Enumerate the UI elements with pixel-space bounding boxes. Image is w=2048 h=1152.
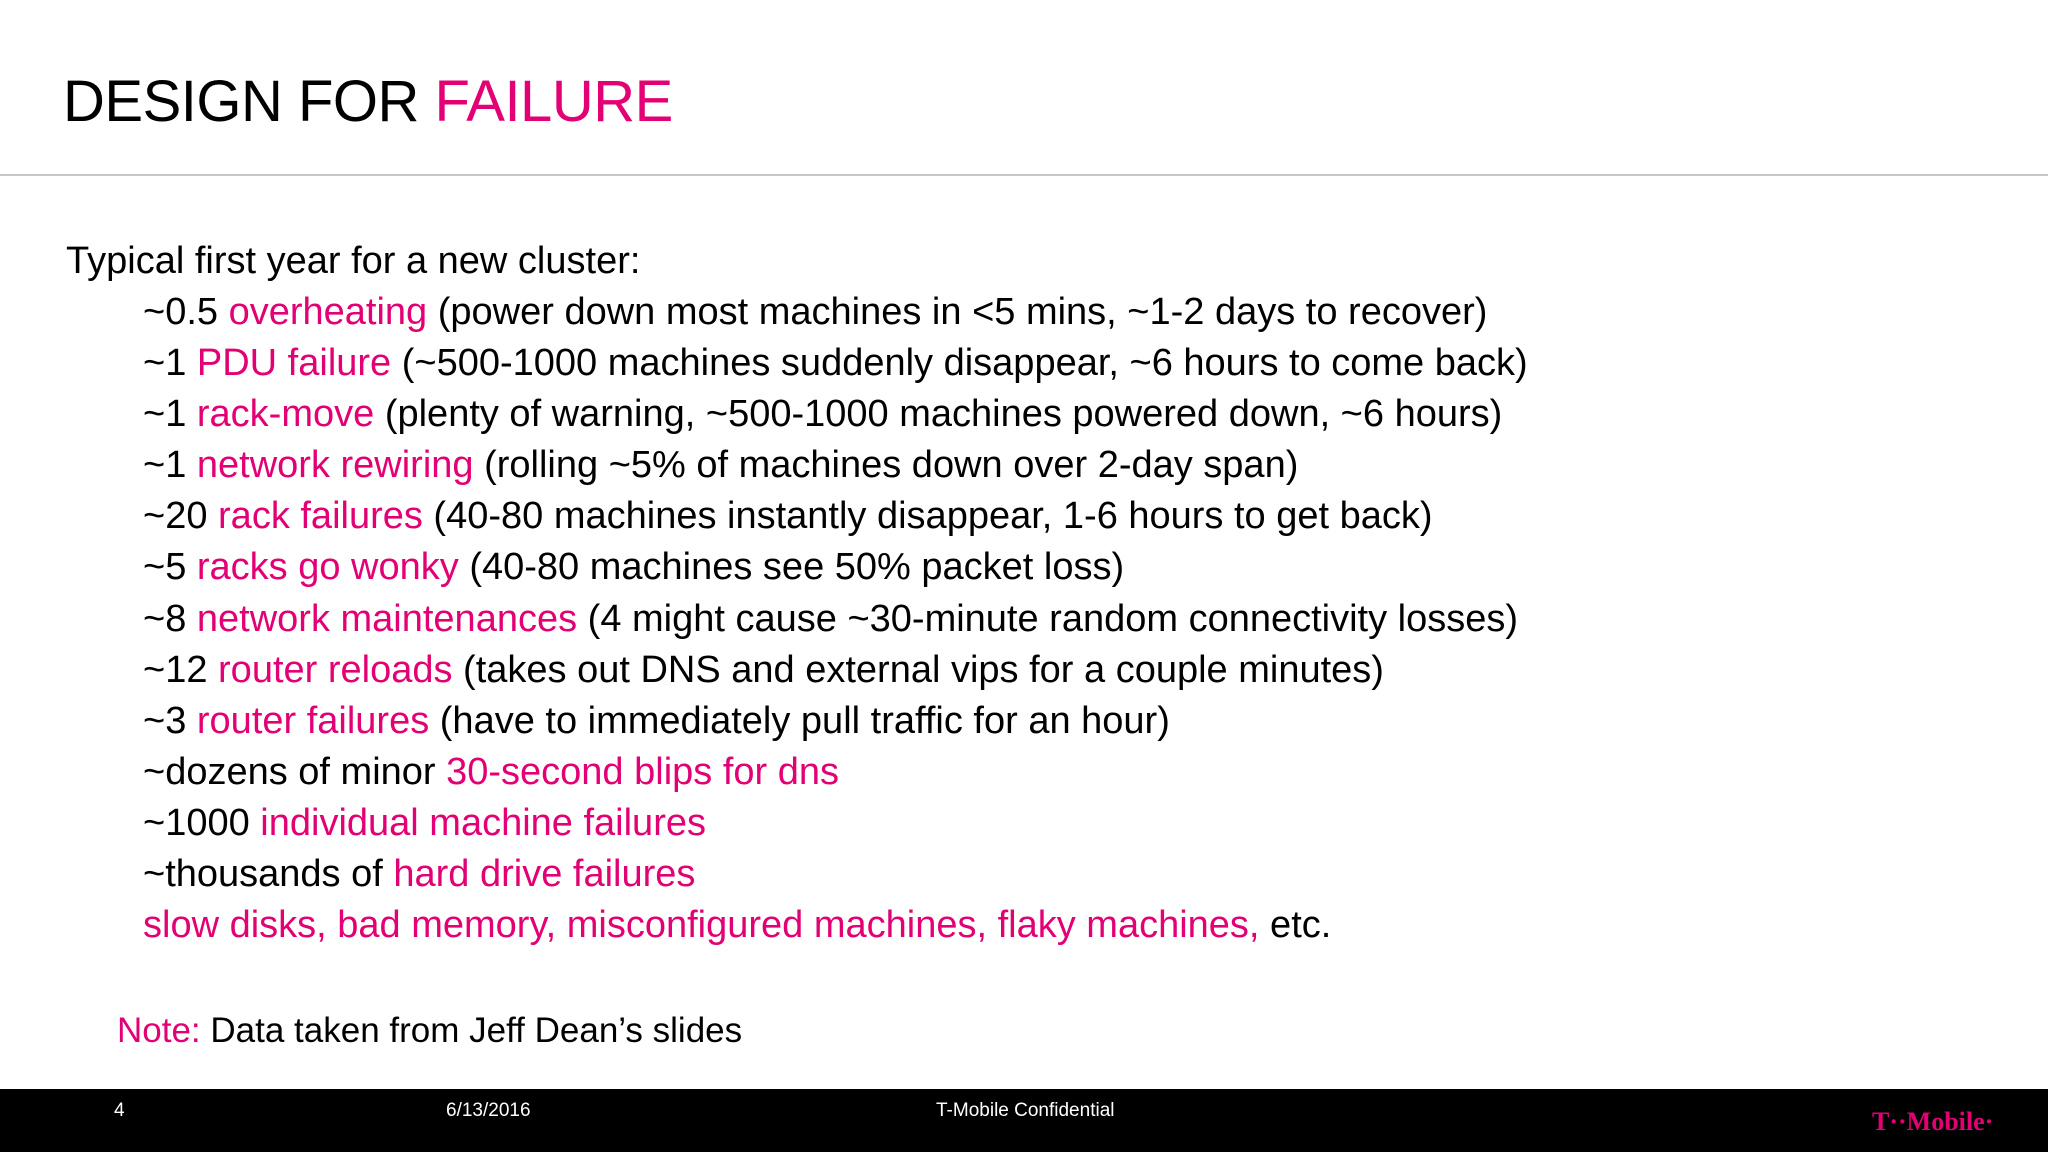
list-item bbox=[143, 542, 1528, 593]
item-highlight: overheating bbox=[228, 291, 428, 333]
item-highlight: individual machine failures bbox=[260, 801, 706, 844]
item-detail: (power down most machines in <5 mins, ~1-2 days to recover) bbox=[427, 291, 1488, 333]
item-detail: (4 might cause ~30-minute random connectivity losses) bbox=[577, 597, 1519, 640]
list-item bbox=[143, 491, 1528, 542]
item-prefix: ~1000 bbox=[143, 801, 261, 844]
list-item bbox=[143, 849, 1528, 900]
item-highlight: slow disks, bad memory, misconfigured machines, flaky machines, bbox=[143, 904, 1260, 947]
item-prefix: ~12 bbox=[143, 648, 219, 691]
item-prefix: ~1 bbox=[143, 393, 197, 436]
footer-confidential: T-Mobile Confidential bbox=[936, 1100, 1115, 1121]
item-detail: (have to immediately pull traffic for an hour) bbox=[429, 699, 1170, 742]
item-highlight: router reloads bbox=[218, 648, 453, 691]
item-detail: (40-80 machines see 50% packet loss) bbox=[458, 546, 1125, 589]
item-prefix: ~1 bbox=[143, 444, 197, 487]
title-divider bbox=[0, 174, 2048, 176]
item-highlight: PDU failure bbox=[196, 342, 392, 385]
item-highlight: router failures bbox=[196, 699, 430, 742]
list-item bbox=[143, 696, 1528, 747]
item-prefix: ~dozens of minor bbox=[143, 750, 447, 793]
footer-date: 6/13/2016 bbox=[446, 1100, 531, 1121]
item-prefix: ~20 bbox=[143, 495, 219, 538]
item-detail: (~500-1000 machines suddenly disappear, ~6 hours to come back) bbox=[391, 342, 1528, 385]
list-item bbox=[143, 287, 1528, 338]
item-highlight: racks go wonky bbox=[196, 546, 459, 589]
list-item bbox=[143, 338, 1528, 389]
slide-footer bbox=[0, 1089, 2048, 1152]
note-text: Data taken from Jeff Dean’s slides bbox=[200, 1011, 743, 1050]
title-accent-text: FAILURE bbox=[434, 69, 673, 134]
item-detail: (takes out DNS and external vips for a couple minutes) bbox=[452, 648, 1384, 691]
item-highlight: network rewiring bbox=[196, 444, 474, 487]
item-highlight: rack-move bbox=[196, 393, 375, 436]
intro-text: Typical first year for a new cluster: bbox=[66, 240, 641, 282]
list-item bbox=[143, 594, 1528, 645]
list-item bbox=[143, 798, 1528, 849]
list-item bbox=[143, 900, 1528, 951]
list-item bbox=[143, 747, 1528, 798]
item-detail: (rolling ~5% of machines down over 2-day span) bbox=[473, 444, 1299, 487]
item-detail: (40-80 machines instantly disappear, 1-6 hours to get back) bbox=[422, 495, 1433, 538]
list-item bbox=[143, 389, 1528, 440]
source-note bbox=[117, 1006, 742, 1056]
item-prefix: ~0.5 bbox=[143, 291, 229, 333]
item-detail: etc. bbox=[1259, 904, 1332, 947]
item-highlight: hard drive failures bbox=[393, 853, 696, 896]
list-item bbox=[143, 440, 1528, 491]
title-text: DESIGN FOR bbox=[63, 69, 435, 134]
item-prefix: ~5 bbox=[143, 546, 197, 589]
item-detail: (plenty of warning, ~500-1000 machines powered down, ~6 hours) bbox=[374, 393, 1503, 436]
note-label: Note: bbox=[117, 1011, 201, 1050]
item-prefix: ~3 bbox=[143, 699, 197, 742]
tmobile-logo: T··Mobile· bbox=[1872, 1107, 1994, 1136]
item-prefix: ~thousands of bbox=[143, 853, 394, 896]
item-highlight: 30-second blips for dns bbox=[446, 750, 840, 793]
item-prefix: ~1 bbox=[143, 342, 197, 385]
slide-title bbox=[63, 62, 673, 142]
item-highlight: network maintenances bbox=[196, 597, 578, 640]
list-item bbox=[143, 645, 1528, 696]
item-prefix: ~8 bbox=[143, 597, 197, 640]
failure-list bbox=[143, 287, 1528, 951]
item-highlight: rack failures bbox=[218, 495, 423, 538]
page-number: 4 bbox=[114, 1100, 125, 1121]
